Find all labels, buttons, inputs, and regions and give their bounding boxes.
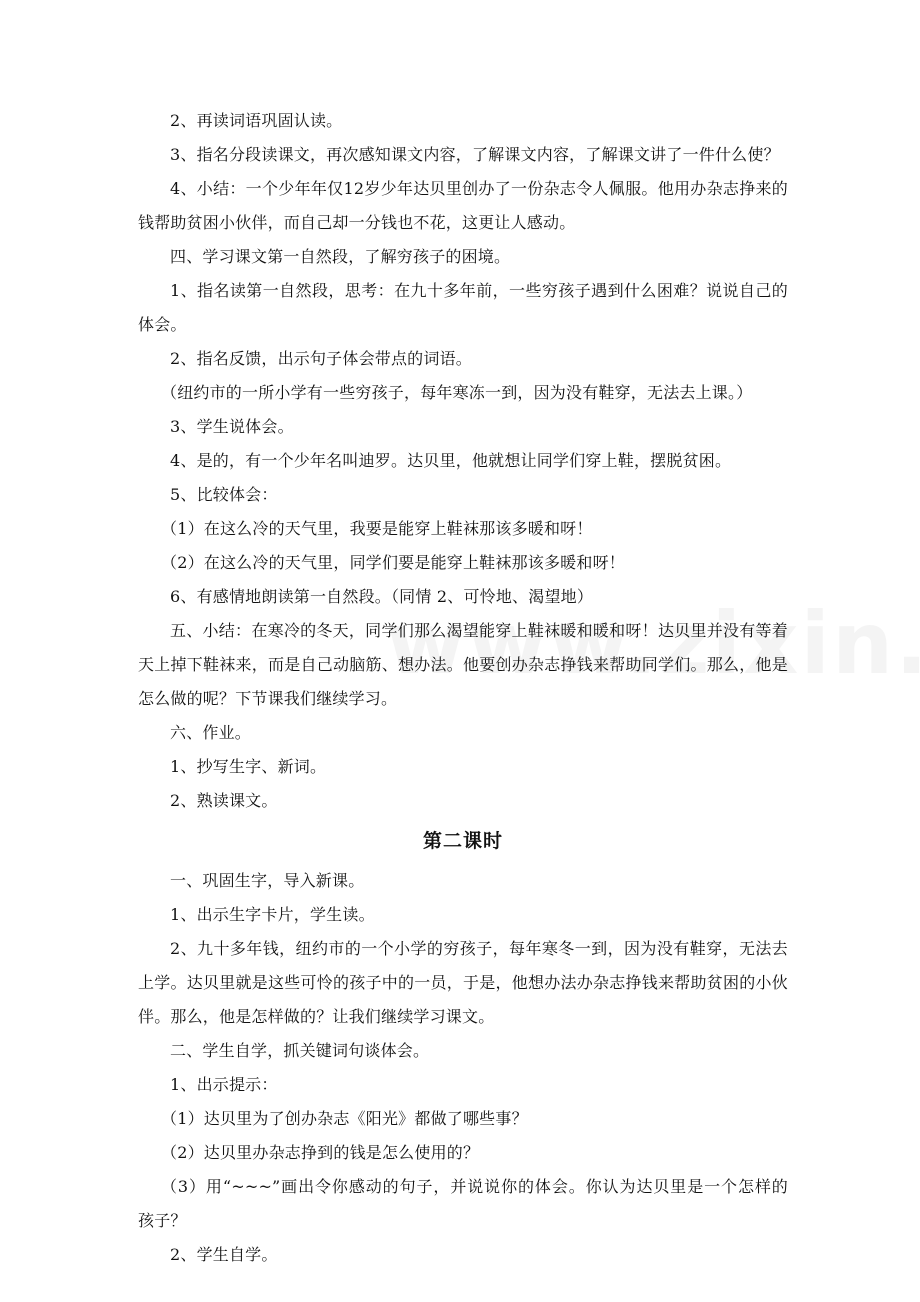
paragraph-line: 伴。那么，他是怎样做的？让我们继续学习课文。	[138, 1007, 495, 1026]
document-body	[138, 104, 788, 1272]
section-heading: 二、学生自学，抓关键词句谈体会。	[170, 1041, 430, 1060]
paragraph-line: 怎么做的呢？下节课我们继续学习。	[138, 689, 398, 708]
paragraph-line: 4、小结：一个少年年仅12岁少年达贝里创办了一份杂志令人佩服。他用办杂志挣来的	[170, 179, 788, 198]
section-heading: 一、巩固生字，导入新课。	[170, 871, 365, 890]
paragraph-line: 2、九十多年钱，纽约市的一个小学的穷孩子，每年寒冬一到，因为没有鞋穿，无法去	[170, 939, 788, 958]
comparison-sentence-2: （2）在这么冷的天气里，同学们要是能穿上鞋袜那该多暖和呀！	[161, 553, 625, 572]
paragraph-line: 5、比较体会：	[170, 485, 278, 504]
paragraph-line: 2、学生自学。	[170, 1245, 278, 1264]
paragraph-line: 3、学生说体会。	[170, 417, 294, 436]
paragraph-line: 1、出示提示：	[170, 1075, 278, 1094]
paragraph-line: 4、是的，有一个少年名叫迪罗。达贝里，他就想让同学们穿上鞋，摆脱贫困。	[170, 451, 732, 470]
quoted-sentence: （纽约市的一所小学有一些穷孩子，每年寒冻一到，因为没有鞋穿，无法去上课。）	[161, 383, 753, 402]
section-title: 第二课时	[422, 830, 503, 852]
homework-item: 2、熟读课文。	[170, 791, 278, 810]
section-heading: 四、学习课文第一自然段，了解穷孩子的困境。	[170, 247, 511, 266]
paragraph-line: 2、指名反馈，出示句子体会带点的词语。	[170, 349, 472, 368]
paragraph-line: 五、小结：在寒冷的冬天，同学们那么渴望能穿上鞋袜暖和暖和呀！达贝里并没有等着	[170, 621, 788, 640]
paragraph-line: 体会。	[138, 315, 187, 334]
prompt-item-2: （2）达贝里办杂志挣到的钱是怎么使用的？	[161, 1143, 480, 1162]
paragraph-line: 钱帮助贫困小伙伴，而自己却一分钱也不花，这更让人感动。	[138, 213, 576, 232]
paragraph-line: 1、出示生字卡片，学生读。	[170, 905, 375, 924]
prompt-item-1: （1）达贝里为了创办杂志《阳光》都做了哪些事？	[161, 1109, 528, 1128]
paragraph-line: 1、指名读第一自然段，思考：在九十多年前，一些穷孩子遇到什么困难？说说自己的	[170, 281, 788, 300]
homework-item: 1、抄写生字、新词。	[170, 757, 327, 776]
prompt-item-3: （3）用“~~~”画出令你感动的句子，并说说你的体会。你认为达贝里是一个怎样的	[161, 1177, 788, 1196]
paragraph-line: 天上掉下鞋袜来，而是自己动脑筋、想办法。他要创办杂志挣钱来帮助同学们。那么，他是	[138, 655, 788, 674]
paragraph-line: 3、指名分段读课文，再次感知课文内容，了解课文内容，了解课文讲了一件什么使？	[170, 145, 780, 164]
paragraph-line: 6、有感情地朗读第一自然段。（同情 2、可怜地、渴望地）	[170, 587, 594, 606]
section-heading: 六、作业。	[170, 723, 252, 742]
paragraph-line: 孩子？	[138, 1211, 187, 1230]
comparison-sentence-1: （1）在这么冷的天气里，我要是能穿上鞋袜那该多暖和呀！	[161, 519, 593, 538]
paragraph-line: 2、再读词语巩固认读。	[170, 111, 343, 130]
paragraph-line: 上学。达贝里就是这些可怜的孩子中的一员，于是，他想办法办杂志挣钱来帮助贫困的小伙	[138, 973, 788, 992]
